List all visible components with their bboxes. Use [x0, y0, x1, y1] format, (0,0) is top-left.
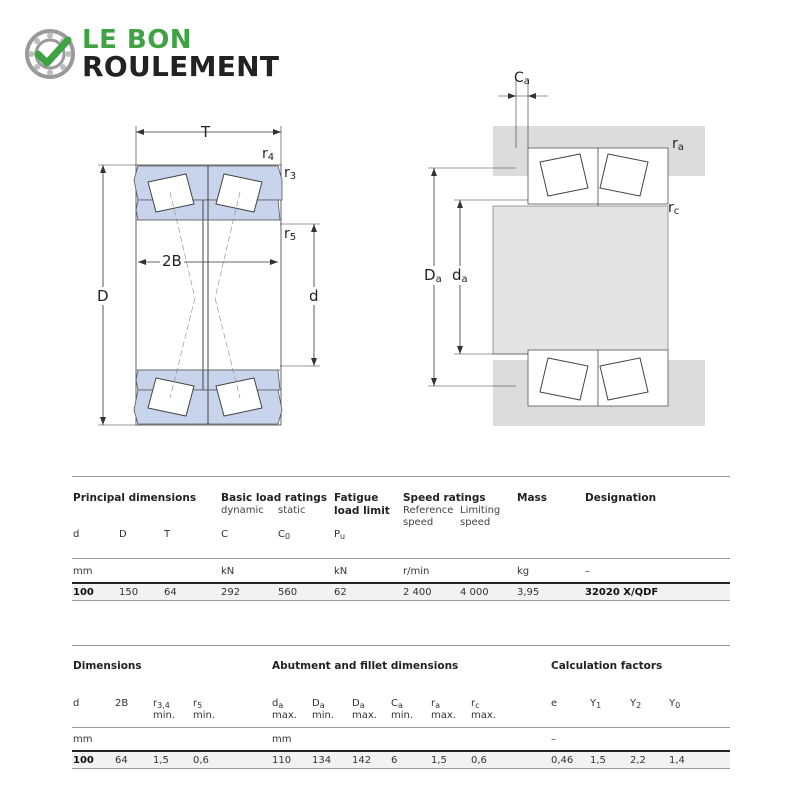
cell-d: 100 — [73, 755, 94, 766]
logo-text-roulement: ROULEMENT — [82, 50, 280, 83]
qual-rc-max: max. — [471, 710, 496, 721]
symbol-d2: d — [73, 698, 80, 709]
cell-designation: 32020 X/QDF — [585, 587, 659, 598]
unit-kg: kg — [517, 566, 530, 577]
symbol-Pu: $P_u$ — [334, 529, 346, 541]
header-calculation-factors: Calculation factors — [551, 660, 663, 672]
cell-Y2: 2,2 — [630, 755, 646, 766]
header-abutment: Abutment and fillet dimensions — [272, 660, 459, 672]
cell-D: 150 — [119, 587, 139, 598]
symbol-C: C — [221, 529, 228, 540]
cell-Pu: 62 — [334, 587, 347, 598]
symbol-Y2: $Y_2$ — [630, 698, 642, 710]
cell-da: 110 — [272, 755, 292, 766]
header-mass: Mass — [517, 492, 548, 504]
symbol-Y0: $Y_0$ — [669, 698, 681, 710]
cell-Y0: 1,4 — [669, 755, 685, 766]
qual-Da-min: min. — [312, 710, 335, 721]
cell-Da-max: 142 — [352, 755, 372, 766]
cell-rc: 0,6 — [471, 755, 487, 766]
cell-T: 64 — [164, 587, 177, 598]
symbol-Da-max: $D_a$ — [352, 698, 365, 710]
cell-mass: 3,95 — [517, 587, 540, 598]
dim-label-Da: $D_a$ — [424, 266, 442, 285]
dim-label-r5: $r_5$ — [284, 226, 297, 243]
cell-e: 0,46 — [551, 755, 574, 766]
cell-Ca: 6 — [391, 755, 398, 766]
symbol-e: e — [551, 698, 558, 709]
qual-r34-min: min. — [153, 710, 176, 721]
header-limiting: Limiting — [460, 505, 501, 516]
unit-kN-fatigue: kN — [334, 566, 348, 577]
unit-dash: – — [585, 566, 590, 577]
header-static: static — [278, 505, 306, 516]
unit-mm-abutment: mm — [272, 734, 292, 745]
symbol-C0: $C_0$ — [278, 529, 291, 541]
qual-ra-max: max. — [431, 710, 456, 721]
cell-limiting-speed: 4 000 — [460, 587, 489, 598]
cell-C: 292 — [221, 587, 241, 598]
cell-d: 100 — [73, 587, 94, 598]
header-reference-speed: speed — [403, 517, 434, 528]
dim-label-d: d — [309, 287, 319, 305]
symbol-D: D — [119, 529, 127, 540]
symbol-2B: 2B — [115, 698, 129, 709]
header-limiting-speed: speed — [460, 517, 491, 528]
header-designation: Designation — [585, 492, 657, 504]
symbol-T: T — [164, 529, 171, 540]
qual-r5-min: min. — [193, 710, 216, 721]
symbol-r5: $r_5$ — [193, 698, 203, 710]
unit-dash-calc: – — [551, 734, 556, 745]
abutment-drawing — [420, 70, 720, 435]
logo-text-le-bon: LE BON — [82, 25, 193, 55]
symbol-ra: $r_a$ — [431, 698, 441, 710]
symbol-Y1: $Y_1$ — [590, 698, 602, 710]
dim-label-T: T — [201, 123, 211, 141]
qual-da-max: max. — [272, 710, 297, 721]
symbol-Ca: $C_a$ — [391, 698, 403, 710]
cell-reference-speed: 2 400 — [403, 587, 432, 598]
dim-label-ra: $r_a$ — [672, 136, 684, 153]
header-dimensions: Dimensions — [73, 660, 142, 672]
cell-ra: 1,5 — [431, 755, 447, 766]
symbol-Da-min: $D_a$ — [312, 698, 325, 710]
dim-label-da: $d_a$ — [452, 266, 468, 285]
dim-label-Ca: $C_a$ — [514, 70, 530, 87]
header-principal-dimensions: Principal dimensions — [73, 492, 197, 504]
header-fatigue: Fatigue — [334, 492, 379, 504]
dim-label-D: D — [97, 287, 109, 305]
symbol-r34: $r_{3,4}$ — [153, 698, 170, 710]
dim-label-rc: $r_c$ — [668, 200, 680, 217]
cell-C0: 560 — [278, 587, 298, 598]
cell-Da-min: 134 — [312, 755, 332, 766]
qual-Ca-min: min. — [391, 710, 414, 721]
qual-Da-max: max. — [352, 710, 377, 721]
cell-Y1: 1,5 — [590, 755, 606, 766]
unit-mm: mm — [73, 566, 93, 577]
unit-kN-load: kN — [221, 566, 235, 577]
cell-r34: 1,5 — [153, 755, 169, 766]
cell-2B: 64 — [115, 755, 128, 766]
unit-mm-dimensions: mm — [73, 734, 93, 745]
symbol-rc: $r_c$ — [471, 698, 480, 710]
logo-bearing-check-icon — [24, 28, 76, 80]
header-reference: Reference — [403, 505, 454, 516]
unit-r-min: r/min — [403, 566, 430, 577]
dim-label-r3: $r_3$ — [284, 165, 297, 182]
dim-label-2B: 2B — [162, 252, 182, 270]
header-speed-ratings: Speed ratings — [403, 492, 486, 504]
dim-label-r4: $r_4$ — [262, 146, 275, 163]
header-dynamic: dynamic — [221, 505, 264, 516]
cell-r5: 0,6 — [193, 755, 209, 766]
symbol-da: $d_a$ — [272, 698, 284, 710]
header-load-limit: load limit — [334, 505, 390, 517]
symbol-d: d — [73, 529, 80, 540]
header-basic-load-ratings: Basic load ratings — [221, 492, 328, 504]
